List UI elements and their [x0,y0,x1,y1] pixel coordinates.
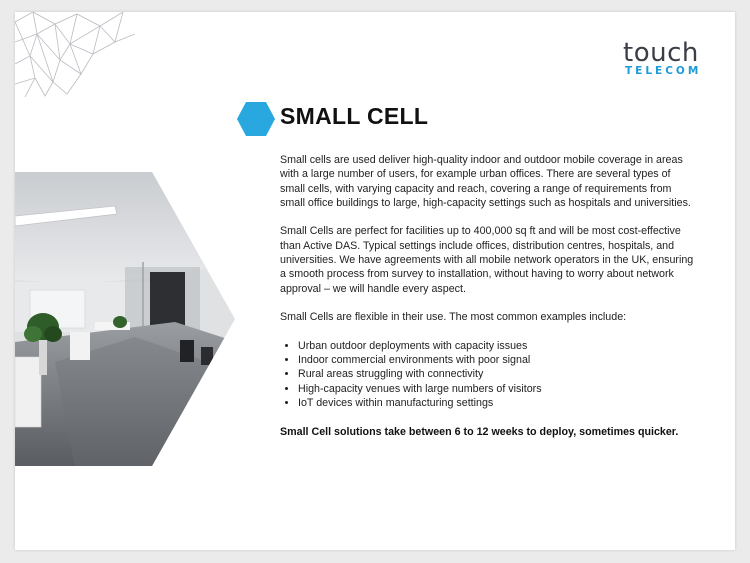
network-pattern [15,12,135,97]
list-item: • IoT devices within manufacturing settings [298,396,695,410]
paragraph-intro: Small cells are used deliver high-quality indoor and outdoor mobile coverage in areas with a large number of users, for example urban offices. There are several types of small cells, with varying capacity and reach, covering a range of requirements from small office buildings to large, high-capacity settings such as hospitals and universities. [280,154,691,209]
closing-statement: Small Cell solutions take between 6 to 12 weeks to deploy, sometimes quicker. [280,425,679,438]
paragraph-facilities: Small Cells are perfect for facilities up to 400,000 sq ft and will be most cost-effective than Active DAS. Typical settings include offices, distribution centres, hospitals, and universities. We have agreements with all mobile network operators in the UK, ensuring a smooth process from survey to installation, without having to worry about network approval – we will handle every aspect. [280,225,694,295]
list-item: • High-capacity venues with large numbers of visitors [298,382,695,396]
list-item: • Rural areas struggling with connectivity [298,367,695,381]
list-item: • Indoor commercial environments with poor signal [298,353,695,367]
logo-word: touch [623,38,699,68]
touch-telecom-logo [623,40,715,80]
paragraph-flexible: Small Cells are flexible in their use. The most common examples include: [280,311,627,324]
logo-sub: TELECOM [625,65,702,77]
document-page [15,12,735,550]
office-photo [15,172,237,467]
body-content [280,153,695,453]
page-title: SMALL CELL [280,103,429,129]
examples-list [280,339,695,410]
list-item: • Urban outdoor deployments with capacity issues [298,339,695,353]
hexagon-icon [236,101,276,137]
